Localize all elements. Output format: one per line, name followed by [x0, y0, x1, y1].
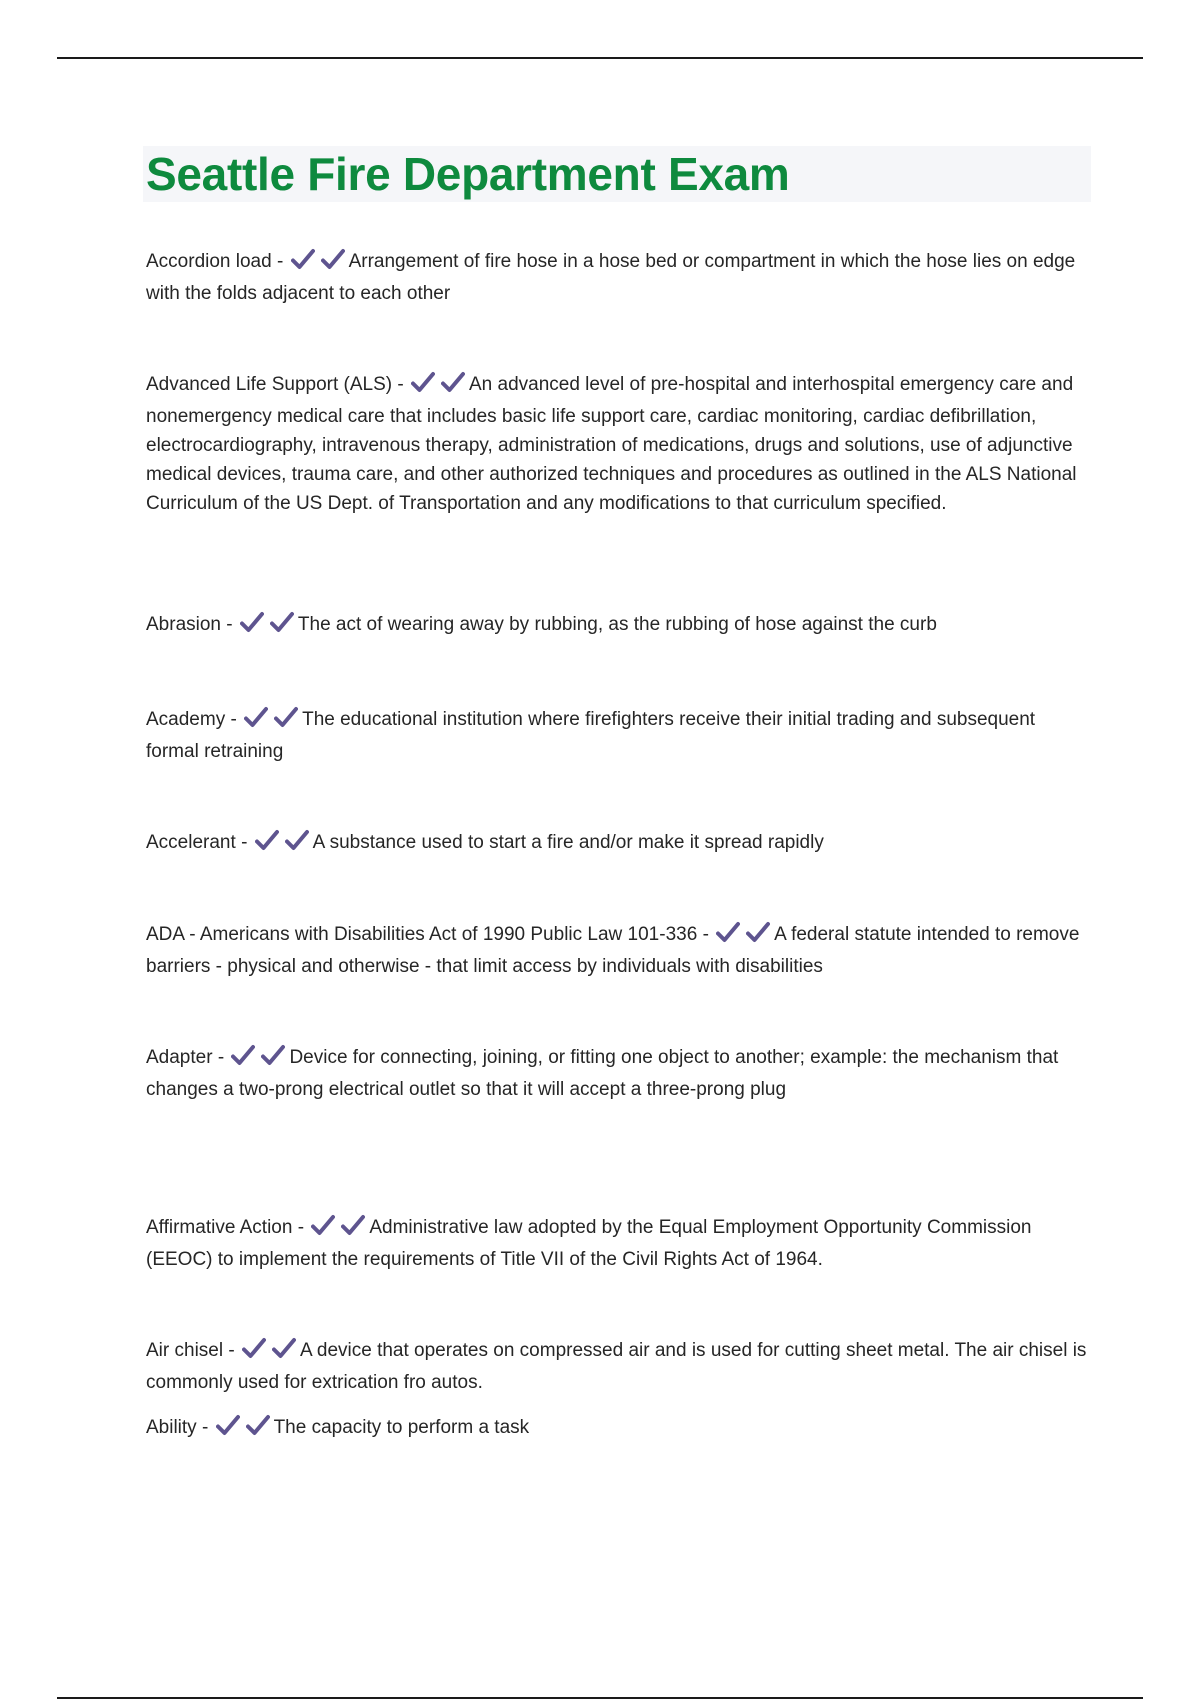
glossary-entry — [146, 705, 1092, 766]
term: Abrasion — [146, 614, 221, 635]
checkmark-icon — [716, 921, 740, 943]
definition: A device that operates on compressed air and is used for cutting sheet metal. The air chisel is commonly used for extrication fro autos. — [146, 1340, 1087, 1393]
definition: Device for connecting, joining, or fitting one object to another; example: the mechanism that changes a two-prong electrical outlet so that it will accept a three-prong plug — [146, 1047, 1059, 1100]
definition: The capacity to perform a task — [273, 1417, 530, 1438]
separator: - — [226, 614, 233, 635]
check-pair — [716, 921, 770, 952]
checkmark-icon — [291, 248, 315, 270]
definition: An advanced level of pre-hospital and interhospital emergency care and nonemergency medical care that includes basic life support care, cardiac monitoring, cardiac defibrillation, electrocardiography, intravenous therapy, administration of medications, drugs and solutions, use of adjunctive medical devices, trauma care, and other authorized techniques and procedures as outlined in the ALS National Curriculum of the US Dept. of Transportation and any modifications to that curriculum specified. — [146, 374, 1077, 514]
term: Adapter — [146, 1047, 213, 1068]
checkmark-icon — [261, 1044, 285, 1066]
checkmark-icon — [231, 1044, 255, 1066]
definition: Arrangement of fire hose in a hose bed or compartment in which the hose lies on edge with the folds adjacent to each other — [146, 251, 1076, 304]
separator: - — [297, 1217, 305, 1238]
separator: - — [241, 832, 248, 853]
term: Air chisel — [146, 1340, 224, 1361]
check-pair — [291, 248, 345, 279]
check-pair — [242, 1337, 296, 1368]
term: Ability — [146, 1417, 197, 1438]
separator: - — [228, 1340, 235, 1361]
separator: - — [276, 251, 284, 272]
glossary-entry — [146, 370, 1092, 518]
glossary-entry — [146, 920, 1092, 981]
separator: - — [397, 374, 404, 395]
page-title: Seattle Fire Department Exam — [146, 148, 790, 200]
separator: - — [230, 709, 237, 730]
check-pair — [231, 1044, 285, 1075]
definition: A substance used to start a fire and/or make it spread rapidly — [312, 832, 824, 853]
checkmark-icon — [274, 706, 298, 728]
checkmark-icon — [240, 611, 264, 633]
term: ADA - Americans with Disabilities Act of 1990 Public Law 101-336 — [146, 924, 698, 945]
glossary-entry — [146, 1413, 1092, 1445]
check-pair — [311, 1214, 365, 1245]
checkmark-icon — [270, 611, 294, 633]
term: Accelerant — [146, 832, 236, 853]
header-rule — [57, 57, 1143, 59]
separator: - — [217, 1047, 225, 1068]
check-pair — [255, 829, 309, 860]
glossary-entry — [146, 1213, 1092, 1274]
glossary-entry — [146, 1336, 1092, 1397]
checkmark-icon — [411, 371, 435, 393]
checkmark-icon — [272, 1337, 296, 1359]
separator: - — [201, 1417, 209, 1438]
checkmark-icon — [311, 1214, 335, 1236]
term: Affirmative Action — [146, 1217, 293, 1238]
glossary-entry — [146, 610, 1092, 642]
glossary-entry — [146, 1043, 1092, 1104]
check-pair — [411, 371, 465, 402]
definition: Administrative law adopted by the Equal Employment Opportunity Commission (EEOC) to implement the requirements of Title VII of the Civil Rights Act of 1964. — [146, 1217, 1032, 1270]
check-pair — [216, 1414, 270, 1445]
checkmark-icon — [321, 248, 345, 270]
glossary-entry — [146, 828, 1092, 860]
definition: The act of wearing away by rubbing, as the rubbing of hose against the curb — [297, 614, 937, 635]
checkmark-icon — [255, 829, 279, 851]
checkmark-icon — [242, 1337, 266, 1359]
glossary-entry — [146, 247, 1092, 308]
checkmark-icon — [246, 1414, 270, 1436]
checkmark-icon — [244, 706, 268, 728]
term: Academy — [146, 709, 226, 730]
check-pair — [244, 706, 298, 737]
separator: - — [702, 924, 709, 945]
checkmark-icon — [216, 1414, 240, 1436]
term: Accordion load — [146, 251, 272, 272]
check-pair — [240, 611, 294, 642]
definition: A federal statute intended to remove barriers - physical and otherwise - that limit access by individuals with disabilities — [146, 924, 1080, 977]
definition: The educational institution where firefighters receive their initial trading and subsequent formal retraining — [146, 709, 1036, 762]
checkmark-icon — [746, 921, 770, 943]
footer-rule — [57, 1697, 1143, 1699]
checkmark-icon — [285, 829, 309, 851]
checkmark-icon — [341, 1214, 365, 1236]
term: Advanced Life Support (ALS) — [146, 374, 393, 395]
checkmark-icon — [441, 371, 465, 393]
